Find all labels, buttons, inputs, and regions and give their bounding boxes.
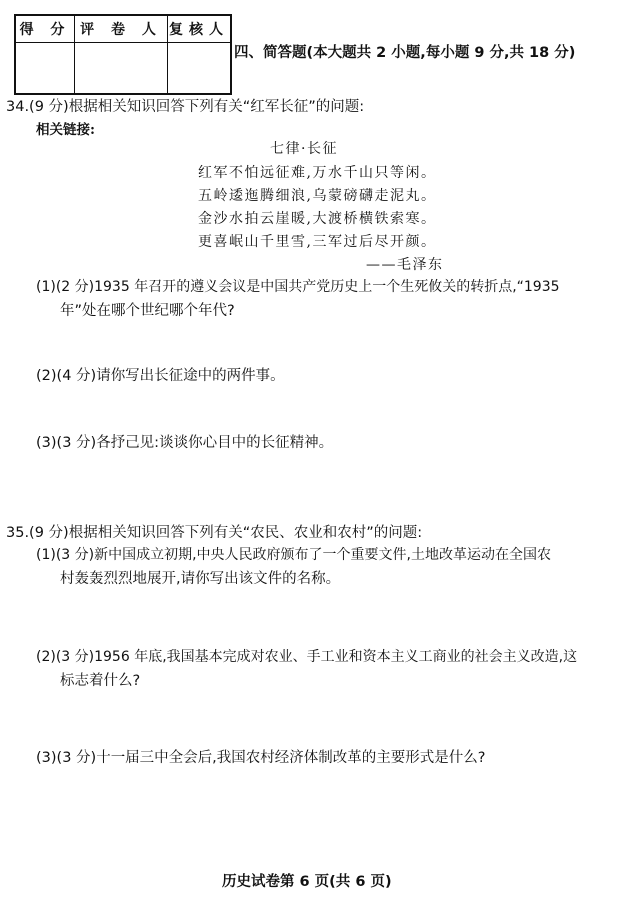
q35-stem: 35.(9 分)根据相关知识回答下列有关“农民、农业和农村”的问题: <box>6 525 423 541</box>
q35-sub1-line2: 村轰轰烈烈地展开,请你写出该文件的名称。 <box>60 571 341 587</box>
q35-sub1-line1: (1)(3 分)新中国成立初期,中央人民政府颁布了一个重要文件,土地改革运动在全国农 <box>36 547 552 563</box>
q35-sub2-line1: (2)(3 分)1956 年底,我国基本完成对农业、手工业和资本主义工商业的社会主义改造,这 <box>36 649 578 665</box>
score-cell <box>15 43 75 95</box>
poem-line-2: 五岭逶迤腾细浪,乌蒙磅礴走泥丸。 <box>198 188 437 204</box>
q34-sub2: (2)(4 分)请你写出长征途中的两件事。 <box>36 368 285 384</box>
score-table <box>14 14 232 95</box>
poem-line-4: 更喜岷山千里雪,三军过后尽开颜。 <box>198 234 437 250</box>
q34-sub1-line1: (1)(2 分)1935 年召开的遵义会议是中国共产党历史上一个生死攸关的转折点,“1935 <box>36 279 560 295</box>
q35-sub3: (3)(3 分)十一届三中全会后,我国农村经济体制改革的主要形式是什么? <box>36 750 486 766</box>
reviewer-header: 复核人 <box>168 15 232 43</box>
q34-sub3: (3)(3 分)各抒己见:谈谈你心目中的长征精神。 <box>36 435 334 451</box>
reviewer-cell <box>168 43 232 95</box>
section-title: 四、简答题(本大题共 2 小题,每小题 9 分,共 18 分) <box>234 45 576 61</box>
poem-line-3: 金沙水拍云崖暖,大渡桥横铁索寒。 <box>198 211 437 227</box>
q34-link-label: 相关链接: <box>36 122 95 138</box>
q35-sub2-line2: 标志着什么? <box>60 673 141 689</box>
grader-cell <box>75 43 168 95</box>
poem-author: ——毛泽东 <box>366 257 444 273</box>
q34-stem: 34.(9 分)根据相关知识回答下列有关“红军长征”的问题: <box>6 99 365 115</box>
grader-header: 评 卷 人 <box>75 15 168 43</box>
poem-title: 七律·长征 <box>270 141 338 157</box>
q34-sub1-line2: 年”处在哪个世纪哪个年代? <box>60 303 235 319</box>
poem-line-1: 红军不怕远征难,万水千山只等闲。 <box>198 165 437 181</box>
page-footer: 历史试卷第 6 页(共 6 页) <box>222 874 392 890</box>
score-header: 得 分 <box>15 15 75 43</box>
